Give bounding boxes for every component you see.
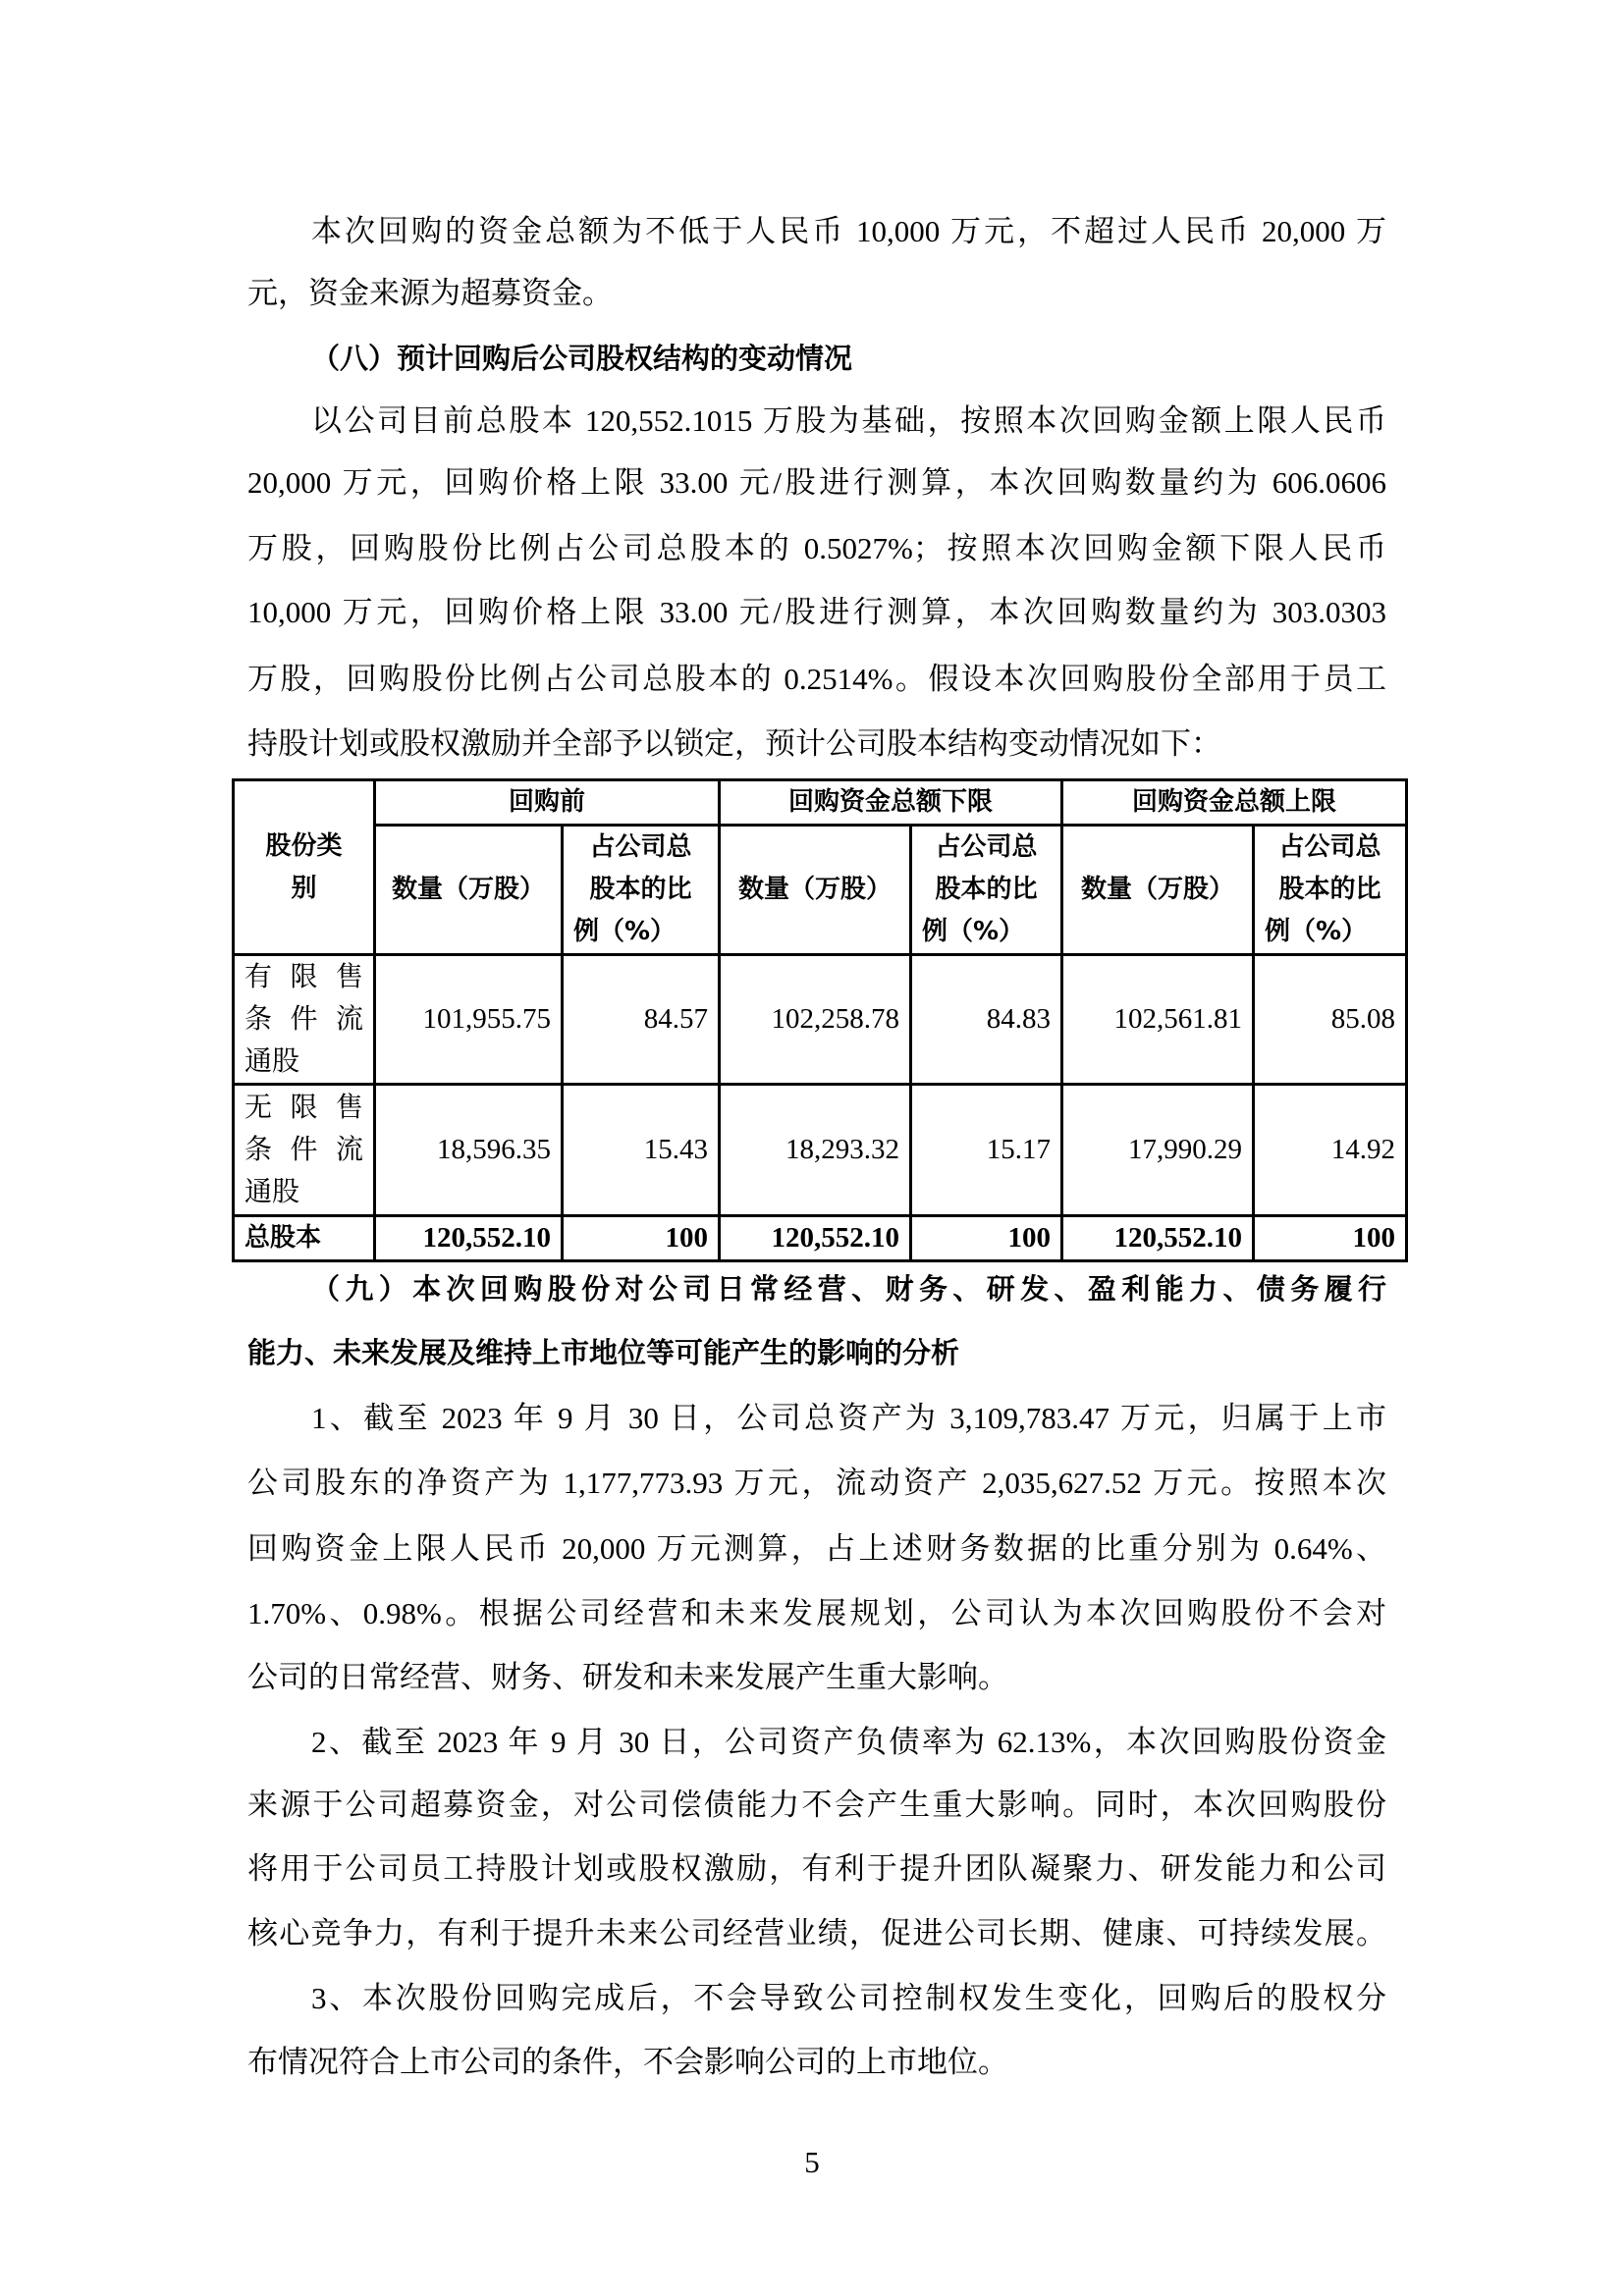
value-cell: 84.57: [563, 955, 720, 1085]
category-line: 条 件 流: [244, 1135, 363, 1165]
page-number: 5: [804, 2145, 820, 2179]
section-heading: 能力、未来发展及维持上市地位等可能产生的影响的分析: [247, 1336, 960, 1369]
ratio-header-line: 例（%）: [922, 917, 1025, 946]
quantity-header: 数量（万股）: [375, 826, 563, 955]
table-header-row: [234, 780, 1407, 826]
value-cell: 18,293.32: [720, 1085, 911, 1216]
section-heading: （九）本次回购股份对公司日常经营、财务、研发、盈利能力、债务履行: [311, 1272, 1386, 1306]
ratio-header-line: 占公司总: [1278, 832, 1381, 862]
paragraph-line: 回购资金上限人民币 20,000 万元测算，占上述财务数据的比重分别为 0.64%、: [247, 1531, 1386, 1566]
ratio-header-line: 占公司总: [589, 832, 692, 862]
paragraph-line: 以公司目前总股本 120,552.1015 万股为基础，按照本次回购金额上限人民币: [311, 403, 1386, 438]
value-cell: 101,955.75: [375, 955, 563, 1085]
ratio-header-line: 例（%）: [1265, 917, 1368, 946]
table-row: [234, 955, 1407, 1085]
share-structure-table: [232, 778, 1408, 1262]
total-value: 120,552.10: [720, 1216, 911, 1261]
total-value: 100: [911, 1216, 1062, 1261]
section-heading: （八）预计回购后公司股权结构的变动情况: [311, 342, 853, 375]
paragraph-line: 2、截至 2023 年 9 月 30 日，公司资产负债率为 62.13%，本次回购股份资金: [311, 1725, 1386, 1759]
paragraph-line: 本次回购的资金总额为不低于人民币 10,000 万元，不超过人民币 20,000 万: [311, 214, 1386, 248]
group-header-lower-limit: 回购资金总额下限: [720, 780, 1062, 826]
table-total-row: [234, 1216, 1407, 1261]
value-cell: 15.43: [563, 1085, 720, 1216]
ratio-header-line: 股本的比: [1278, 875, 1381, 904]
value-cell: 84.83: [911, 955, 1062, 1085]
paragraph-line: 万股，回购股份比例占公司总股本的 0.2514%。假设本次回购股份全部用于员工: [247, 662, 1386, 696]
paragraph-line: 10,000 万元，回购价格上限 33.00 元/股进行测算，本次回购数量约为 303.0303: [247, 595, 1386, 629]
paragraph-line: 公司股东的净资产为 1,177,773.93 万元，流动资产 2,035,627.52 万元。按照本次: [247, 1466, 1386, 1500]
value-cell: 85.08: [1254, 955, 1407, 1085]
category-line: 通股: [244, 1177, 300, 1207]
paragraph-line: 持股计划或股权激励并全部予以锁定，预计公司股本结构变动情况如下：: [247, 726, 1221, 761]
value-cell: 102,561.81: [1062, 955, 1254, 1085]
ratio-header: [911, 826, 1062, 955]
total-value: 120,552.10: [375, 1216, 563, 1261]
paragraph-line: 将用于公司员工持股计划或股权激励，有利于提升团队凝聚力、研发能力和公司: [247, 1851, 1386, 1886]
paragraph-line: 万股，回购股份比例占公司总股本的 0.5027%；按照本次回购金额下限人民币: [247, 531, 1386, 565]
total-value: 120,552.10: [1062, 1216, 1254, 1261]
paragraph-line: 20,000 万元，回购价格上限 33.00 元/股进行测算，本次回购数量约为 606.0606: [247, 465, 1386, 500]
category-line: 无 限 售: [244, 1093, 363, 1123]
value-cell: 18,596.35: [375, 1085, 563, 1216]
category-cell: [234, 1085, 375, 1216]
ratio-header: [563, 826, 720, 955]
category-header-line: 别: [291, 873, 317, 903]
value-cell: 15.17: [911, 1085, 1062, 1216]
ratio-header: [1254, 826, 1407, 955]
group-header-upper-limit: 回购资金总额上限: [1062, 780, 1407, 826]
total-value: 100: [563, 1216, 720, 1261]
ratio-header-line: 占公司总: [935, 832, 1038, 862]
ratio-header-line: 股本的比: [589, 875, 692, 904]
value-cell: 17,990.29: [1062, 1085, 1254, 1216]
category-line: 通股: [244, 1046, 300, 1077]
category-line: 条 件 流: [244, 1004, 363, 1035]
paragraph-line: 公司的日常经营、财务、研发和未来发展产生重大影响。: [247, 1660, 1008, 1694]
paragraph-line: 1、截至 2023 年 9 月 30 日，公司总资产为 3,109,783.47 万元，归属于上市: [311, 1401, 1386, 1435]
category-line: 有 限 售: [244, 962, 363, 992]
quantity-header: 数量（万股）: [1062, 826, 1254, 955]
value-cell: 14.92: [1254, 1085, 1407, 1216]
total-label: 总股本: [234, 1216, 375, 1261]
group-header-before: 回购前: [375, 780, 720, 826]
category-header-line: 股份类: [265, 830, 343, 861]
category-cell: [234, 955, 375, 1085]
ratio-header-line: 股本的比: [935, 875, 1038, 904]
paragraph-line: 3、本次股份回购完成后，不会导致公司控制权发生变化，回购后的股权分: [311, 1981, 1386, 2015]
paragraph-line: 1.70%、0.98%。根据公司经营和未来发展规划，公司认为本次回购股份不会对: [247, 1596, 1386, 1630]
paragraph-line: 布情况符合上市公司的条件，不会影响公司的上市地位。: [247, 2045, 1008, 2079]
paragraph-line: 来源于公司超募资金，对公司偿债能力不会产生重大影响。同时，本次回购股份: [247, 1788, 1386, 1822]
total-value: 100: [1254, 1216, 1407, 1261]
table-row: [234, 1085, 1407, 1216]
quantity-header: 数量（万股）: [720, 826, 911, 955]
value-cell: 102,258.78: [720, 955, 911, 1085]
paragraph-line: 核心竞争力，有利于提升未来公司经营业绩，促进公司长期、健康、可持续发展。: [247, 1916, 1386, 1950]
table-subheader-row: [234, 826, 1407, 955]
category-header: [234, 780, 375, 955]
ratio-header-line: 例（%）: [573, 917, 677, 946]
paragraph-line: 元，资金来源为超募资金。: [247, 276, 613, 310]
